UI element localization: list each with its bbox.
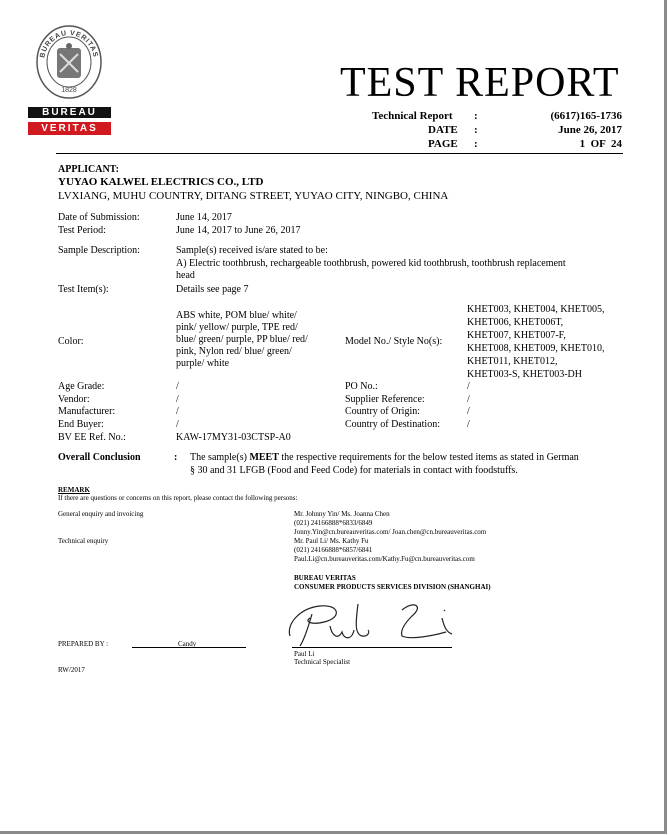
- supplier-ref-value: /: [467, 394, 470, 405]
- color-line: ABS white, POM blue/ white/: [176, 310, 297, 321]
- date-submission-label: Date of Submission:: [58, 212, 140, 223]
- bv-ref-value: KAW-17MY31-03CTSP-A0: [176, 432, 291, 443]
- country-dest-label: Country of Destination:: [345, 419, 440, 430]
- report-date: June 26, 2017: [558, 124, 622, 136]
- footer-code: RW/2017: [58, 666, 85, 674]
- report-title: TEST REPORT: [340, 60, 620, 106]
- overall-conclusion-label: Overall Conclusion: [58, 452, 141, 463]
- applicant-company: YUYAO KALWEL ELECTRICS CO., LTD: [58, 176, 264, 188]
- technical-enquiry-label: Technical enquiry: [58, 537, 109, 545]
- bureau-veritas-seal: [36, 24, 102, 100]
- technical-report-number: (6617)165-1736: [550, 110, 622, 122]
- prepared-by-label: PREPARED BY :: [58, 640, 109, 648]
- sample-description-line: Sample(s) received is/are stated to be:: [176, 245, 328, 256]
- country-dest-value: /: [467, 419, 470, 430]
- color-line: purple/ white: [176, 358, 230, 369]
- page-label: PAGE: [428, 138, 458, 150]
- age-grade-value: /: [176, 381, 179, 392]
- manufacturer-value: /: [176, 406, 179, 417]
- conclusion-text-line2: § 30 and 31 LFGB (Food and Feed Code) for materials in contact with foodstuffs.: [190, 465, 518, 476]
- sample-description-line: head: [176, 270, 195, 281]
- po-no-label: PO No.:: [345, 381, 378, 392]
- age-grade-label: Age Grade:: [58, 381, 105, 392]
- technical-contact-line: Paul.Li@cn.bureauveritas.com/Kathy.Fu@cn.bureauveritas.com: [294, 555, 475, 563]
- vendor-value: /: [176, 394, 179, 405]
- org-division: CONSUMER PRODUCTS SERVICES DIVISION (SHANGHAI): [294, 583, 491, 591]
- model-line: KHET003, KHET004, KHET005,: [467, 304, 605, 315]
- org-name: BUREAU VERITAS: [294, 574, 356, 582]
- colon: :: [474, 110, 478, 122]
- model-line: KHET007, KHET007-F,: [467, 330, 566, 341]
- signer-title: Technical Specialist: [294, 658, 351, 666]
- color-line: pink/ yellow/ purple, TPE red/: [176, 322, 298, 333]
- manufacturer-label: Manufacturer:: [58, 406, 116, 417]
- technical-report-label: Technical Report: [372, 110, 453, 122]
- sample-description-line: A) Electric toothbrush, rechargeable toothbrush, powered kid toothbrush, toothbrush replacement: [176, 258, 566, 269]
- signature-paul-li: [282, 596, 472, 650]
- page-number: 1 OF 24: [579, 138, 622, 150]
- color-line: blue/ green/ purple, PP blue/ red/: [176, 334, 308, 345]
- header-divider: [56, 153, 623, 154]
- signer-name: Paul Li: [294, 650, 315, 658]
- general-contact-line: Mr. Johnny Yin/ Ms. Joanna Chen: [294, 510, 390, 518]
- remark-heading: REMARK: [58, 486, 90, 494]
- date-submission-value: June 14, 2017: [176, 212, 232, 223]
- signature-line: [292, 647, 452, 648]
- po-no-value: /: [467, 381, 470, 392]
- conclusion-text: [190, 452, 579, 464]
- colon: :: [474, 138, 478, 150]
- date-label: DATE: [428, 124, 458, 136]
- logo-veritas-bar: VERITAS: [28, 122, 111, 135]
- vendor-label: Vendor:: [58, 394, 90, 405]
- test-period-value: June 14, 2017 to June 26, 2017: [176, 225, 301, 236]
- conclusion-text-pre: The sample(s): [190, 452, 250, 463]
- color-line: pink, Nylon red/ blue/ green/: [176, 346, 292, 357]
- conclusion-text-post: the respective requirements for the below tested items as stated in German: [278, 452, 579, 463]
- general-contact-line: Jonny.Yin@cn.bureauveritas.com/ Joan.chen@cn.bureauveritas.com: [294, 528, 487, 536]
- svg-text:BUREAU VERITAS: BUREAU VERITAS: [39, 29, 99, 59]
- conclusion-meet: MEET: [249, 452, 279, 463]
- end-buyer-label: End Buyer:: [58, 419, 104, 430]
- country-origin-label: Country of Origin:: [345, 406, 420, 417]
- technical-contact-line: (021) 24166888*6857/6841: [294, 546, 373, 554]
- bv-ref-label: BV EE Ref. No.:: [58, 432, 126, 443]
- end-buyer-value: /: [176, 419, 179, 430]
- colon: :: [474, 124, 478, 136]
- model-line: KHET003-S, KHET003-DH: [467, 369, 582, 380]
- model-line: KHET008, KHET009, KHET010,: [467, 343, 605, 354]
- country-origin-value: /: [467, 406, 470, 417]
- test-items-value: Details see page 7: [176, 284, 249, 295]
- colon: :: [174, 452, 178, 463]
- logo-bureau-bar: BUREAU: [28, 107, 111, 118]
- remark-note: If there are questions or concerns on this report, please contact the following persons:: [58, 494, 298, 502]
- applicant-address: LVXIANG, MUHU COUNTRY, DITANG STREET, YUYAO CITY, NINGBO, CHINA: [58, 190, 449, 202]
- test-items-label: Test Item(s):: [58, 284, 109, 295]
- model-label: Model No./ Style No(s):: [345, 336, 443, 347]
- technical-contact-line: Mr. Paul Li/ Ms. Kathy Fu: [294, 537, 369, 545]
- supplier-ref-label: Supplier Reference:: [345, 394, 425, 405]
- applicant-heading: APPLICANT:: [58, 164, 119, 175]
- svg-text:1828: 1828: [61, 87, 77, 94]
- sample-description-label: Sample Description:: [58, 245, 140, 256]
- test-period-label: Test Period:: [58, 225, 106, 236]
- prepared-by-name: Candy: [178, 640, 197, 648]
- general-contact-line: (021) 24166888*6833/6849: [294, 519, 373, 527]
- general-enquiry-label: General enquiry and invoicing: [58, 510, 144, 518]
- color-label: Color:: [58, 336, 84, 347]
- model-line: KHET006, KHET006T,: [467, 317, 564, 328]
- model-line: KHET011, KHET012,: [467, 356, 558, 367]
